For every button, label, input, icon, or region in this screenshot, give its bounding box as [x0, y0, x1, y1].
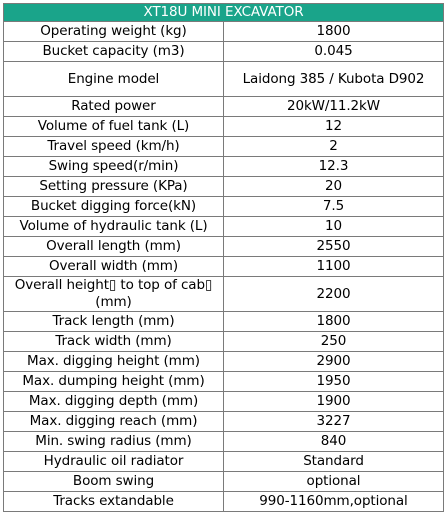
spec-label: Swing speed(r/min): [4, 157, 224, 177]
spec-value: 2550: [224, 237, 444, 257]
spec-value: 1900: [224, 392, 444, 412]
spec-table-body: [4, 4, 444, 512]
table-row: [4, 197, 444, 217]
table-row: [4, 412, 444, 432]
table-title: XT18U MINI EXCAVATOR: [4, 4, 444, 22]
spec-label: Travel speed (km/h): [4, 137, 224, 157]
spec-value: 20: [224, 177, 444, 197]
spec-value: 840: [224, 432, 444, 452]
spec-label: Min. swing radius (mm): [4, 432, 224, 452]
spec-label: Track length (mm): [4, 312, 224, 332]
table-row: [4, 392, 444, 412]
spec-value: 1100: [224, 257, 444, 277]
spec-label: Engine model: [4, 62, 224, 97]
spec-value: 12: [224, 117, 444, 137]
table-row: [4, 372, 444, 392]
spec-label: Tracks extandable: [4, 492, 224, 512]
spec-label: Max. dumping height (mm): [4, 372, 224, 392]
spec-label: Track width (mm): [4, 332, 224, 352]
spec-value: Standard: [224, 452, 444, 472]
spec-value: 2200: [224, 277, 444, 312]
table-row: [4, 117, 444, 137]
table-row: [4, 312, 444, 332]
spec-value: optional: [224, 472, 444, 492]
spec-label: Overall height▯ to top of cab▯ (mm): [4, 277, 224, 312]
spec-value: 12.3: [224, 157, 444, 177]
spec-label: Max. digging reach (mm): [4, 412, 224, 432]
spec-value: Laidong 385 / Kubota D902: [224, 62, 444, 97]
table-row: [4, 492, 444, 512]
table-row: [4, 22, 444, 42]
table-row: [4, 62, 444, 97]
table-row: [4, 277, 444, 312]
spec-value: 250: [224, 332, 444, 352]
spec-label: Boom swing: [4, 472, 224, 492]
table-title-row: [4, 4, 444, 22]
spec-value: 1950: [224, 372, 444, 392]
spec-label: Max. digging height (mm): [4, 352, 224, 372]
table-row: [4, 432, 444, 452]
spec-value: 0.045: [224, 42, 444, 62]
table-row: [4, 42, 444, 62]
table-row: [4, 157, 444, 177]
table-row: [4, 452, 444, 472]
spec-label: Hydraulic oil radiator: [4, 452, 224, 472]
spec-value: 7.5: [224, 197, 444, 217]
spec-label: Rated power: [4, 97, 224, 117]
table-row: [4, 257, 444, 277]
spec-value: 20kW/11.2kW: [224, 97, 444, 117]
spec-value: 10: [224, 217, 444, 237]
table-row: [4, 177, 444, 197]
spec-label: Overall width (mm): [4, 257, 224, 277]
table-row: [4, 237, 444, 257]
table-row: [4, 352, 444, 372]
table-row: [4, 137, 444, 157]
spec-value: 3227: [224, 412, 444, 432]
spec-value: 990-1160mm,optional: [224, 492, 444, 512]
spec-label: Volume of fuel tank (L): [4, 117, 224, 137]
table-row: [4, 472, 444, 492]
table-row: [4, 97, 444, 117]
spec-value: 2900: [224, 352, 444, 372]
spec-value: 2: [224, 137, 444, 157]
spec-label: Operating weight (kg): [4, 22, 224, 42]
spec-label: Max. digging depth (mm): [4, 392, 224, 412]
table-row: [4, 217, 444, 237]
table-row: [4, 332, 444, 352]
spec-label: Overall length (mm): [4, 237, 224, 257]
spec-value: 1800: [224, 312, 444, 332]
spec-table: [3, 3, 444, 512]
spec-label: Bucket capacity (m3): [4, 42, 224, 62]
spec-label: Bucket digging force(kN): [4, 197, 224, 217]
spec-label: Volume of hydraulic tank (L): [4, 217, 224, 237]
spec-label: Setting pressure (KPa): [4, 177, 224, 197]
spec-value: 1800: [224, 22, 444, 42]
